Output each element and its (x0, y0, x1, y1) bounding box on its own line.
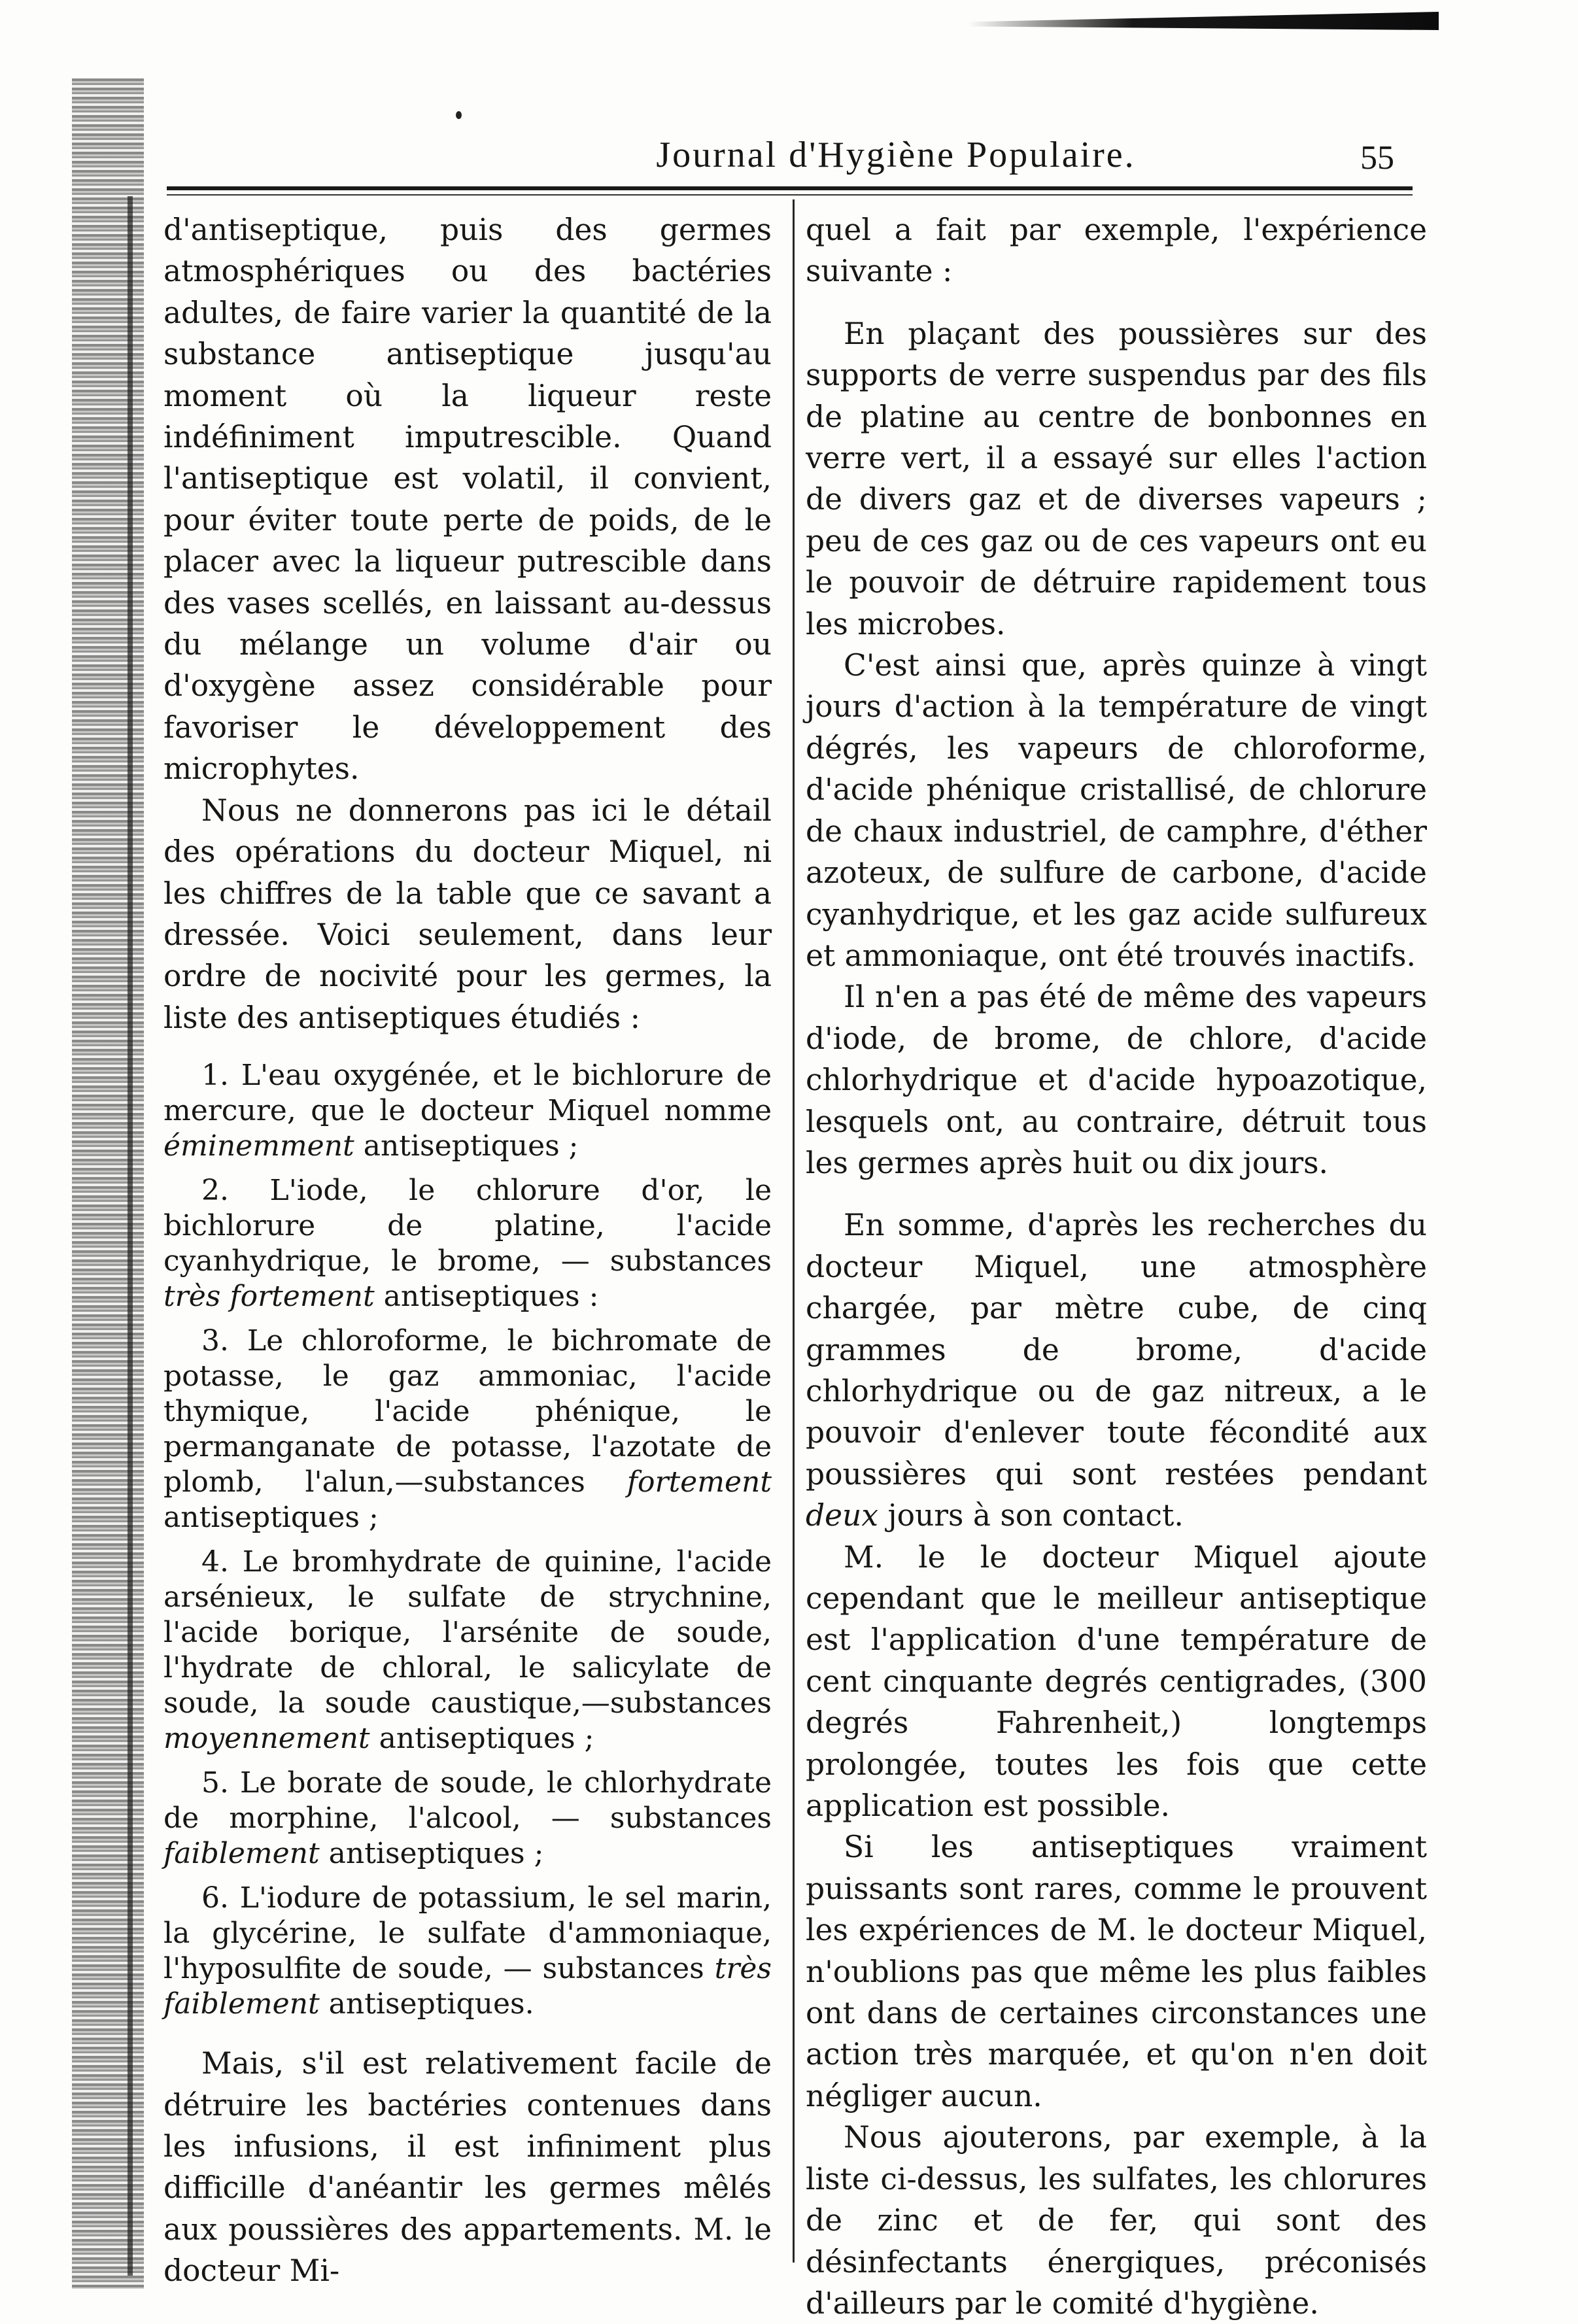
paragraph: quel a fait par exemple, l'expérience suivante : (806, 213, 1427, 289)
paragraph: C'est ainsi que, après quinze à vingt jours d'action à la température de vingt dégrés, les vapeurs de chloroforme, d'acide phénique cristallisé, de chlorure de chaux industriel, de camphre, d'éther azoteux, de sulfure de carbone, d'acide cyanhydrique, et les gaz acide sulfureux et ammoniaque, ont été trouvés inactifs. (806, 648, 1427, 973)
right-column (806, 209, 1427, 2324)
list-item: 3. Le chloroforme, le bichromate de potasse, le gaz ammoniac, l'acide thymique, l'acide phénique, le permanganate de potasse, l'azotate de plomb, l'alun,—substances fortement antiseptiques ; (163, 1324, 772, 1535)
page-binding-edge (72, 78, 144, 2289)
list-item: 2. L'iode, le chlorure d'or, le bichlorure de platine, l'acide cyanhydrique, le brome, — substances très fortement antiseptiques : (163, 1174, 772, 1314)
binding-margin-line (128, 196, 133, 2276)
header-rule (167, 186, 1413, 190)
paragraph: d'antiseptique, puis des germes atmosphériques ou des bactéries adultes, de faire varier la quantité de la substance antiseptique jusqu'au moment où la liqueur reste indéfiniment imputrescible. Quand l'antiseptique est volatil, il convient, pour éviter toute perte de poids, de le placer avec la liqueur putrescible dans des vases scellés, en laissant au-dessus du mélange un volume d'air ou d'oxygène assez considérable pour favoriser le développement des microphytes. (163, 213, 772, 787)
header-rule-thin (167, 194, 1413, 196)
paragraph: Si les antiseptiques vraiment puissants sont rares, comme le prouvent les expériences de M. le docteur Miquel, n'oublions pas que même les plus faibles ont dans de certaines circonstances une action très marquée, et qu'on n'en doit négliger aucun. (806, 1830, 1427, 2113)
paragraph: Il n'en a pas été de même des vapeurs d'iode, de brome, de chlore, d'acide chlorhydrique et d'acide hypoazotique, lesquels ont, au contraire, détruit tous les germes après huit ou dix jours. (806, 980, 1427, 1180)
list-item: 1. L'eau oxygénée, et le bichlorure de mercure, que le docteur Miquel nomme éminemment antiseptiques ; (163, 1059, 772, 1163)
paragraph: Mais, s'il est relativement facile de détruire les bactéries contenues dans les infusions, il est infiniment plus difficille d'anéantir les germes mêlés aux poussières des appartements. M. le docteur Mi- (163, 2046, 772, 2289)
list-item: 5. Le borate de soude, le chlorhydrate de morphine, l'alcool, — substances faiblement antiseptiques ; (163, 1766, 772, 1871)
ink-spot (456, 111, 462, 119)
left-column (163, 209, 772, 2292)
paragraph: M. le le docteur Miquel ajoute cependant que le meilleur antiseptique est l'application d'une température de cent cinquante degrés centigrades, (300 degrés Fahrenheit,) longtemps prolongée, toutes les fois que cette application est possible. (806, 1539, 1427, 1824)
page-number: 55 (1360, 139, 1394, 177)
scan-edge-mark (968, 12, 1439, 30)
list-item: 4. Le bromhydrate de quinine, l'acide arsénieux, le sulfate de strychnine, l'acide borique, l'arsénite de soude, l'hydrate de chloral, le salicylate de soude, la soude caustique,—substances moyennement antiseptiques ; (163, 1545, 772, 1756)
paragraph: En somme, d'après les recherches du docteur Miquel, une atmosphère chargée, par mètre cube, de cinq grammes de brome, d'acide chlorhydrique ou de gaz nitreux, a le pouvoir d'enlever toute fécondité aux poussières qui sont restées pendant deux jours à son contact. (806, 1208, 1427, 1533)
running-header: Journal d'Hygiène Populaire. (656, 135, 1136, 175)
paragraph: Nous ne donnerons pas ici le détail des opérations du docteur Miquel, ni les chiffres de la table que ce savant a dressée. Voici seulement, dans leur ordre de nocivité pour les germes, la liste des antiseptiques étudiés : (163, 793, 772, 1035)
paragraph: En plaçant des poussières sur des supports de verre suspendus par des fils de platine au centre de bonbonnes en verre vert, il a essayé sur elles l'action de divers gaz et de diverses vapeurs ; peu de ces gaz ou de ces vapeurs ont eu le pouvoir de détruire rapidement tous les microbes. (806, 316, 1427, 641)
column-divider (793, 199, 795, 2263)
paragraph: Nous ajouterons, par exemple, à la liste ci-dessus, les sulfates, les chlorures de zinc et de fer, qui sont des désinfectants énergiques, préconisés d'ailleurs par le comité d'hygiène. (806, 2120, 1427, 2321)
list-item: 6. L'iodure de potassium, le sel marin, la glycérine, le sulfate d'ammoniaque, l'hyposulfite de soude, — substances très faiblement antiseptiques. (163, 1881, 772, 2021)
